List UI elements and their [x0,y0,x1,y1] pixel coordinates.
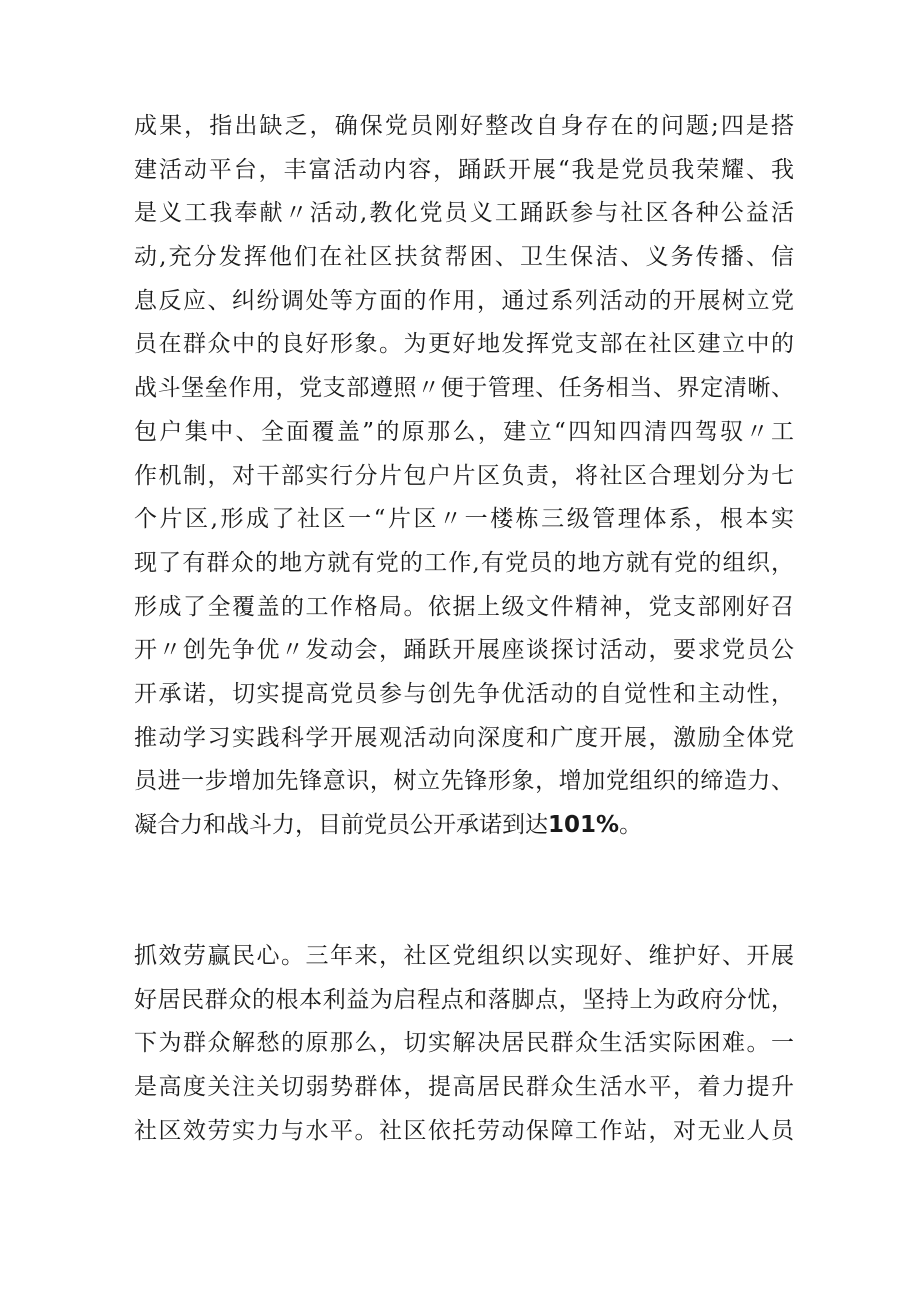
text-line: 员在群众中的良好形象。为更好地发挥党支部在社区建立中的 [134,331,794,358]
text-line: 包户集中、全面覆盖”的原那么，建立“四知四清四驾驭〃工 [134,418,794,445]
paragraph-1 [134,105,794,848]
text-line: 个片区,形成了社区一“片区〃一楼栋三级管理体系，根本实 [134,506,794,533]
text-line: 是义工我奉献〃活动,教化党员义工踊跃参与社区各种公益活 [134,200,794,227]
last-line-prefix: 凝合力和战斗力，目前党员公开承诺到达 [134,812,548,838]
text-line: 形成了全覆盖的工作格局。依据上级文件精神，党支部刚好召 [134,593,794,620]
text-line: 动,充分发挥他们在社区扶贫帮困、卫生保洁、义务传播、信 [134,244,794,271]
text-line: 推动学习实践科学开展观活动向深度和广度开展，激励全体党 [134,724,794,751]
paragraph-2 [134,935,794,1153]
text-line: 战斗堡垒作用，党支部遵照〃便于管理、任务相当、界定清晰、 [134,375,794,402]
text-line: 建活动平台，丰富活动内容，踊跃开展“我是党员我荣耀、我 [134,156,794,183]
text-line: 下为群众解愁的原那么，切实解决居民群众生活实际困难。一 [134,1030,794,1057]
text-line: 员进一步增加先锋意识，树立先锋形象，增加党组织的缔造力、 [134,768,794,795]
text-line: 好居民群众的根本利益为启程点和落脚点，坚持上为政府分忧， [134,986,794,1013]
text-line: 息反应、纠纷调处等方面的作用，通过系列活动的开展树立党 [134,287,794,314]
text-line: 开承诺，切实提高党员参与创先争优活动的自觉性和主动性， [134,680,794,707]
paragraph-1-last-line [134,804,794,848]
text-line: 成果，指出缺乏，确保党员刚好整改自身存在的问题;四是搭 [134,113,794,139]
text-line: 开〃创先争优〃发动会，踊跃开展座谈探讨活动，要求党员公 [134,637,794,664]
text-line: 社区效劳实力与水平。社区依托劳动保障工作站，对无业人员 [134,1117,794,1144]
text-line: 是高度关注关切弱势群体，提高居民群众生活水平，着力提升 [134,1074,794,1101]
last-line-suffix: 。 [619,812,643,838]
pledge-percentage: 101% [548,812,620,838]
text-line: 抓效劳赢民心。三年来，社区党组织以实现好、维护好、开展 [134,943,794,969]
text-line: 作机制，对干部实行分片包户片区负责，将社区合理划分为七 [134,462,794,489]
text-line: 现了有群众的地方就有党的工作,有党员的地方就有党的组织， [134,549,794,576]
